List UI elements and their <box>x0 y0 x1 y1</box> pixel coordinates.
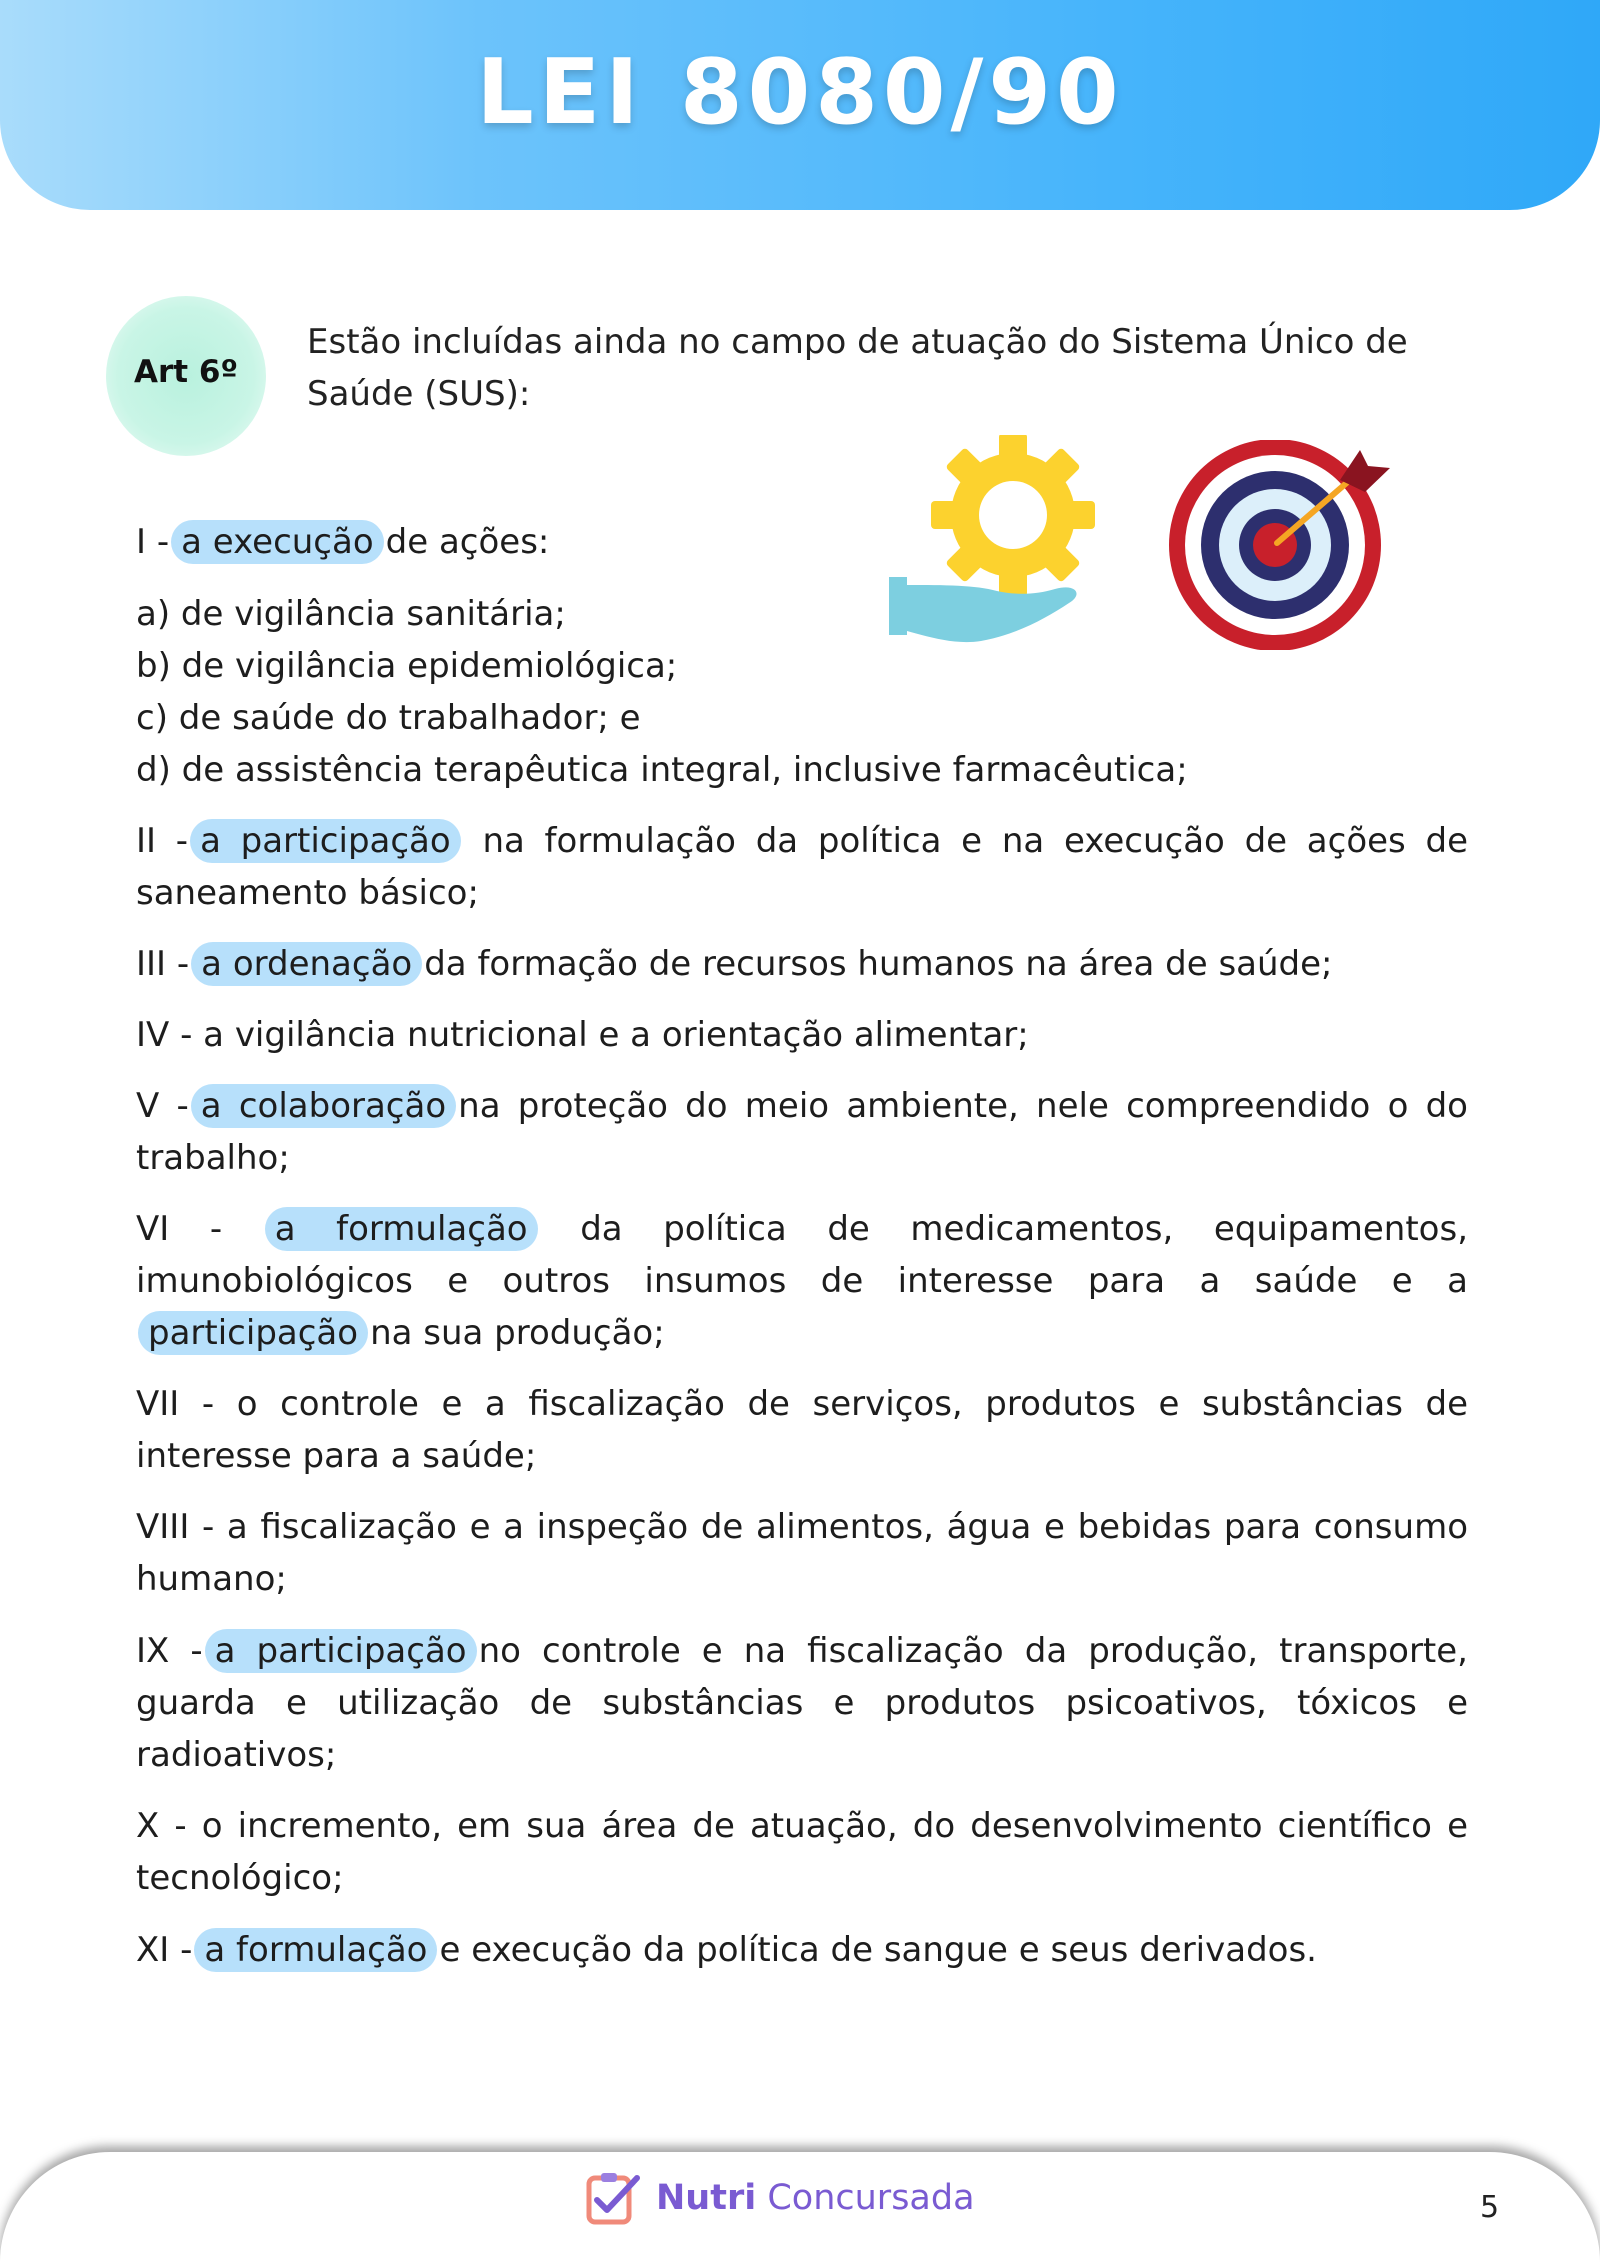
item-iii-highlight: a ordenação <box>191 942 422 986</box>
article-intro: Estão incluídas ainda no campo de atuação do Sistema Único de Saúde (SUS): <box>307 322 1408 414</box>
page-number: 5 <box>1480 2190 1500 2225</box>
article-badge-label: Art 6º <box>134 354 238 390</box>
item-c: c) de saúde do trabalhador; e <box>136 698 641 738</box>
item-vi-text: da política de medicamentos, equipamentos, imunobiológicos e outros insumos de interesse para a saúde e a <box>136 1209 1469 1301</box>
item-v-highlight: a colaboração <box>191 1084 456 1128</box>
item-xi-text: e execução da política de sangue e seus derivados. <box>439 1930 1317 1970</box>
item-x: X - o incremento, em sua área de atuação, do desenvolvimento científico e tecnológico; <box>136 1806 1468 1898</box>
item-d: d) de assistência terapêutica integral, inclusive farmacêutica; <box>136 750 1188 790</box>
brand-name-bold: Nutri <box>656 2178 757 2218</box>
item-xi-highlight: a formulação <box>194 1928 437 1972</box>
item-ix-prefix: IX - <box>136 1631 203 1671</box>
item-xi-prefix: XI - <box>136 1930 193 1970</box>
checklist-logo-icon <box>583 2170 645 2226</box>
item-xi <box>136 1924 1317 1976</box>
item-vi-prefix: VI - <box>136 1209 223 1249</box>
article-badge <box>106 296 266 456</box>
brand-logo-text <box>656 2176 975 2220</box>
item-v-text: na proteção do meio ambiente, nele compreendido o do trabalho; <box>136 1086 1468 1178</box>
item-i-text: de ações: <box>385 522 550 562</box>
item-iii-text: da formação de recursos humanos na área de saúde; <box>424 944 1333 984</box>
item-i <box>136 516 549 568</box>
item-vi-highlight: a formulação <box>265 1207 538 1251</box>
item-ii <box>136 815 1468 919</box>
item-ii-text: na formulação da política e na execução de ações de saneamento básico; <box>136 821 1469 913</box>
gear-hand-icon <box>885 435 1095 650</box>
item-viii: VIII - a fiscalização e a inspeção de alimentos, água e bebidas para consumo humano; <box>136 1507 1468 1599</box>
item-i-prefix: I - <box>136 522 170 562</box>
item-ix <box>136 1625 1468 1781</box>
item-vii: VII - o controle e a fiscalização de serviços, produtos e substâncias de interesse para a saúde; <box>136 1384 1468 1476</box>
item-i-highlight: a execução <box>171 520 384 564</box>
target-arrow-icon <box>1165 440 1395 650</box>
header-banner <box>0 0 1600 210</box>
item-iv: IV - a vigilância nutricional e a orientação alimentar; <box>136 1015 1029 1055</box>
item-a: a) de vigilância sanitária; <box>136 594 566 634</box>
brand-name-regular: Concursada <box>767 2178 975 2218</box>
item-v-prefix: V - <box>136 1086 189 1126</box>
page-title: LEI 8080/90 <box>476 40 1124 145</box>
item-v <box>136 1080 1468 1184</box>
item-ix-highlight: a participação <box>205 1629 477 1673</box>
item-iii-prefix: III - <box>136 944 190 984</box>
item-vi-highlight-2: participação <box>138 1311 368 1355</box>
item-ix-text: no controle e na fiscalização da produção, transporte, guarda e utilização de substâncias e produtos psicoativos, tóxicos e radioativos; <box>136 1631 1468 1775</box>
item-ii-highlight: a participação <box>190 819 461 863</box>
item-ii-prefix: II - <box>136 821 189 861</box>
item-vi-text-2: na sua produção; <box>370 1313 665 1353</box>
item-iii <box>136 938 1333 990</box>
item-vi <box>136 1203 1468 1359</box>
item-b: b) de vigilância epidemiológica; <box>136 646 678 686</box>
